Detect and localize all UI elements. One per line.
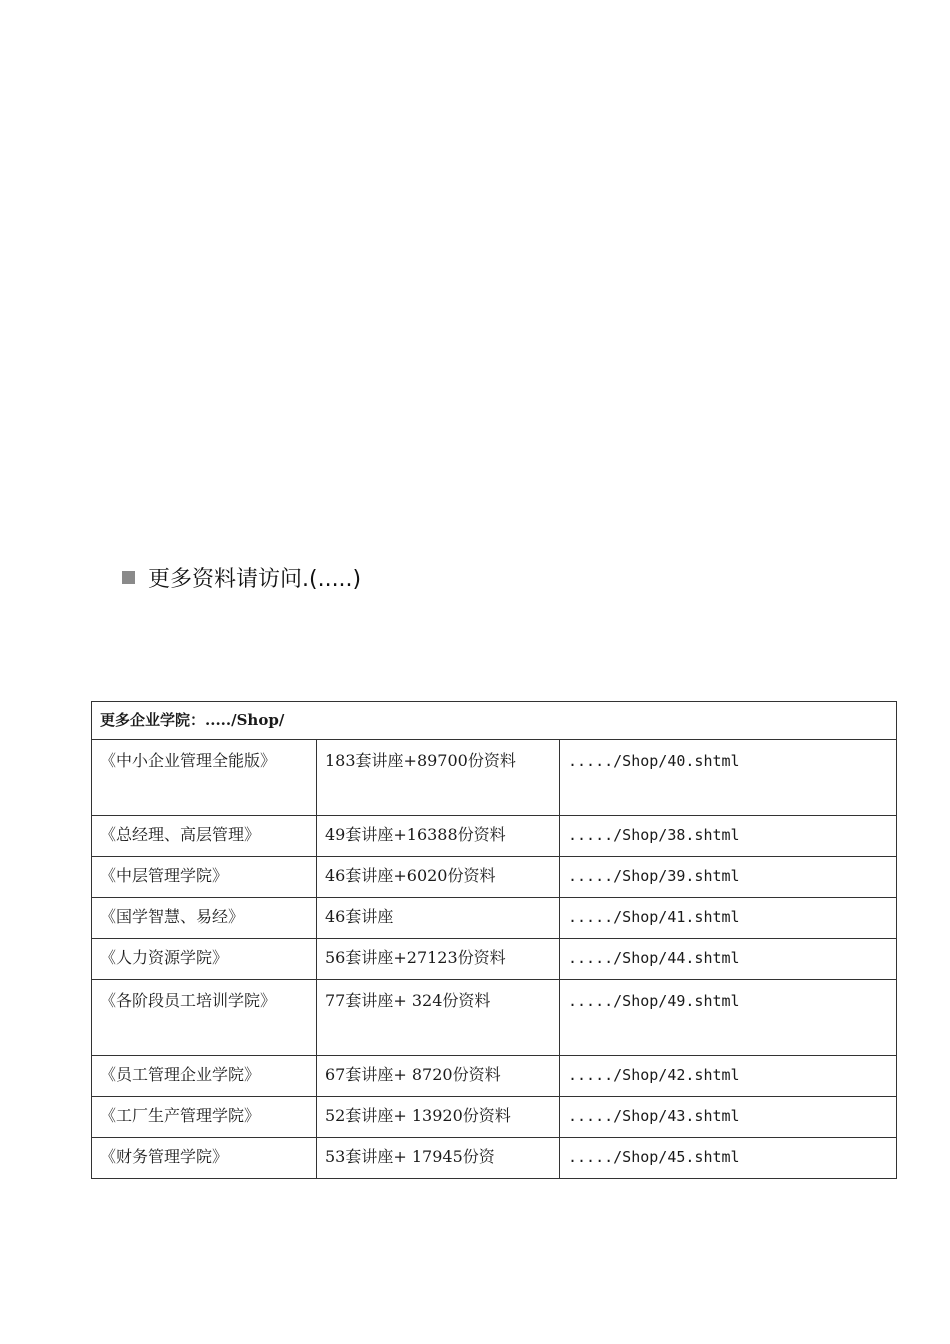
course-link[interactable]: ...../Shop/45.shtml	[560, 1138, 897, 1179]
course-link[interactable]: ...../Shop/44.shtml	[560, 939, 897, 980]
course-link[interactable]: ...../Shop/40.shtml	[560, 740, 897, 816]
table-row	[92, 898, 897, 939]
course-link[interactable]: ...../Shop/49.shtml	[560, 980, 897, 1056]
course-count: 56套讲座+27123份资料	[317, 939, 560, 980]
course-name: 《国学智慧、易经》	[92, 898, 317, 939]
course-count: 49套讲座+16388份资料	[317, 816, 560, 857]
course-count: 46套讲座	[317, 898, 560, 939]
course-name: 《工厂生产管理学院》	[92, 1097, 317, 1138]
course-name: 《人力资源学院》	[92, 939, 317, 980]
course-name: 《财务管理学院》	[92, 1138, 317, 1179]
table-row	[92, 1056, 897, 1097]
table-header: 更多企业学院：...../Shop/	[92, 702, 897, 740]
course-count: 183套讲座+89700份资料	[317, 740, 560, 816]
course-count: 46套讲座+6020份资料	[317, 857, 560, 898]
course-count: 77套讲座+ 324份资料	[317, 980, 560, 1056]
course-name: 《各阶段员工培训学院》	[92, 980, 317, 1056]
course-link[interactable]: ...../Shop/39.shtml	[560, 857, 897, 898]
table-row	[92, 740, 897, 816]
shop-table	[91, 701, 897, 1179]
course-name: 《总经理、高层管理》	[92, 816, 317, 857]
table-row	[92, 816, 897, 857]
table-row	[92, 939, 897, 980]
table-row	[92, 1138, 897, 1179]
course-name: 《员工管理企业学院》	[92, 1056, 317, 1097]
course-name: 《中层管理学院》	[92, 857, 317, 898]
square-bullet-icon	[122, 571, 135, 584]
course-link[interactable]: ...../Shop/38.shtml	[560, 816, 897, 857]
table-row	[92, 1097, 897, 1138]
course-link[interactable]: ...../Shop/41.shtml	[560, 898, 897, 939]
notice-line	[122, 562, 361, 592]
notice-text: 更多资料请访问.(.....)	[148, 566, 362, 592]
table-row	[92, 857, 897, 898]
table-row	[92, 980, 897, 1056]
course-count: 52套讲座+ 13920份资料	[317, 1097, 560, 1138]
course-count: 67套讲座+ 8720份资料	[317, 1056, 560, 1097]
course-count: 53套讲座+ 17945份资	[317, 1138, 560, 1179]
table-header-row	[92, 702, 897, 740]
course-link[interactable]: ...../Shop/42.shtml	[560, 1056, 897, 1097]
course-link[interactable]: ...../Shop/43.shtml	[560, 1097, 897, 1138]
course-name: 《中小企业管理全能版》	[92, 740, 317, 816]
